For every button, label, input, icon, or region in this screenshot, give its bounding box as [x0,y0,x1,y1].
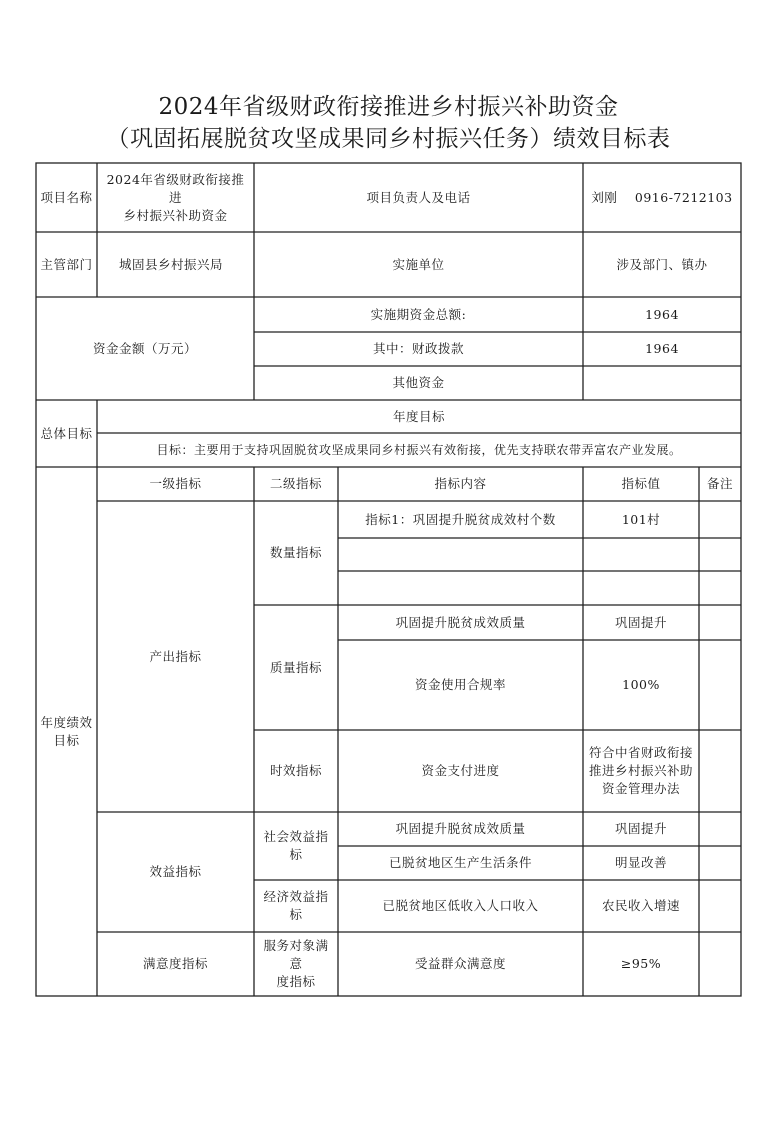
overall-year-label: 年度目标 [392,408,445,424]
quality-row2-content: 资金使用合规率 [414,677,506,692]
social-label: 社会效益指标 [263,829,329,862]
header-value: 指标值 [621,476,661,491]
header-note: 备注 [706,476,733,491]
impl-label: 实施单位 [392,256,445,272]
performance-label [36,467,97,996]
time-content: 资金支付进度 [421,763,500,778]
quality-row1-content: 巩固提升脱贫成效质量 [395,614,526,630]
dept-value: 城固县乡村振兴局 [119,256,224,272]
funds-label: 资金金额（万元） [92,340,197,356]
satisfaction-sub-line-2: 度指标 [276,974,316,989]
project-name-line-1: 2024年省级财政衔接推进 [106,171,245,205]
header-level2: 二级指标 [269,476,322,491]
quantity-content: 指标1：巩固提升脱贫成效村个数 [365,511,556,527]
overall-label: 总体目标 [40,425,93,441]
overall-goal-text: 目标：主要用于支持巩固脱贫攻坚成果同乡村振兴有效衔接，优先支持联农带弄富农产业发展。 [156,443,682,457]
performance-label-line-2: 目标 [53,732,80,748]
quantity-value: 101村 [621,511,661,527]
benefit-label: 效益指标 [149,864,202,879]
performance-label-line-1: 年度绩效 [40,714,93,730]
quality-row1-value: 巩固提升 [614,614,667,630]
social-row2-value: 明显改善 [614,855,667,870]
project-name-line-2: 乡村振兴补助资金 [123,207,228,223]
contact-value: 刘刚 0916-7212103 [591,189,733,205]
time-value-line-3: 资金管理办法 [601,781,680,796]
project-name-label: 项目名称 [40,189,93,205]
satisfaction-sub-line-1: 服务对象满意 [263,938,329,971]
economic-content: 已脱贫地区低收入人口收入 [382,898,539,913]
quality-row2-value: 100% [622,677,660,692]
satisfaction-sub-label [254,932,338,996]
satisfaction-label: 满意度指标 [142,956,208,971]
output-label: 产出指标 [149,648,202,664]
dept-label: 主管部门 [40,256,93,272]
project-name-value [97,163,254,232]
funds-total-label: 实施期资金总额: [370,306,467,322]
time-value [583,730,699,812]
funds-other-value [583,366,741,400]
economic-value: 农民收入增速 [601,898,680,913]
time-value-line-2: 推进乡村振兴补助 [588,763,693,778]
quality-label: 质量指标 [269,659,322,675]
time-value-line-1: 符合中省财政衔接 [588,745,693,760]
social-row1-content: 巩固提升脱贫成效质量 [395,821,526,836]
header-content: 指标内容 [434,476,487,491]
social-row2-content: 已脱贫地区生产生活条件 [388,855,532,870]
social-row1-value: 巩固提升 [614,821,667,836]
satisfaction-content: 受益群众满意度 [414,956,506,971]
impl-value: 涉及部门、镇办 [616,256,708,272]
time-label: 时效指标 [269,763,322,778]
funds-fiscal-label: 其中：财政拨款 [372,341,464,356]
funds-other-label: 其他资金 [392,375,445,390]
economic-label: 经济效益指标 [263,889,329,922]
contact-label: 项目负责人及电话 [366,189,471,205]
header-level1: 一级指标 [149,476,202,491]
quantity-label: 数量指标 [269,545,322,560]
funds-total-value: 1964 [645,306,679,322]
title-line-2: （巩固拓展脱贫攻坚成果同乡村振兴任务）绩效目标表 [106,126,671,152]
title-line-1: 2024年省级财政衔接推进乡村振兴补助资金 [158,94,619,120]
satisfaction-value: ≥95% [620,956,662,971]
funds-fiscal-value: 1964 [645,341,679,356]
